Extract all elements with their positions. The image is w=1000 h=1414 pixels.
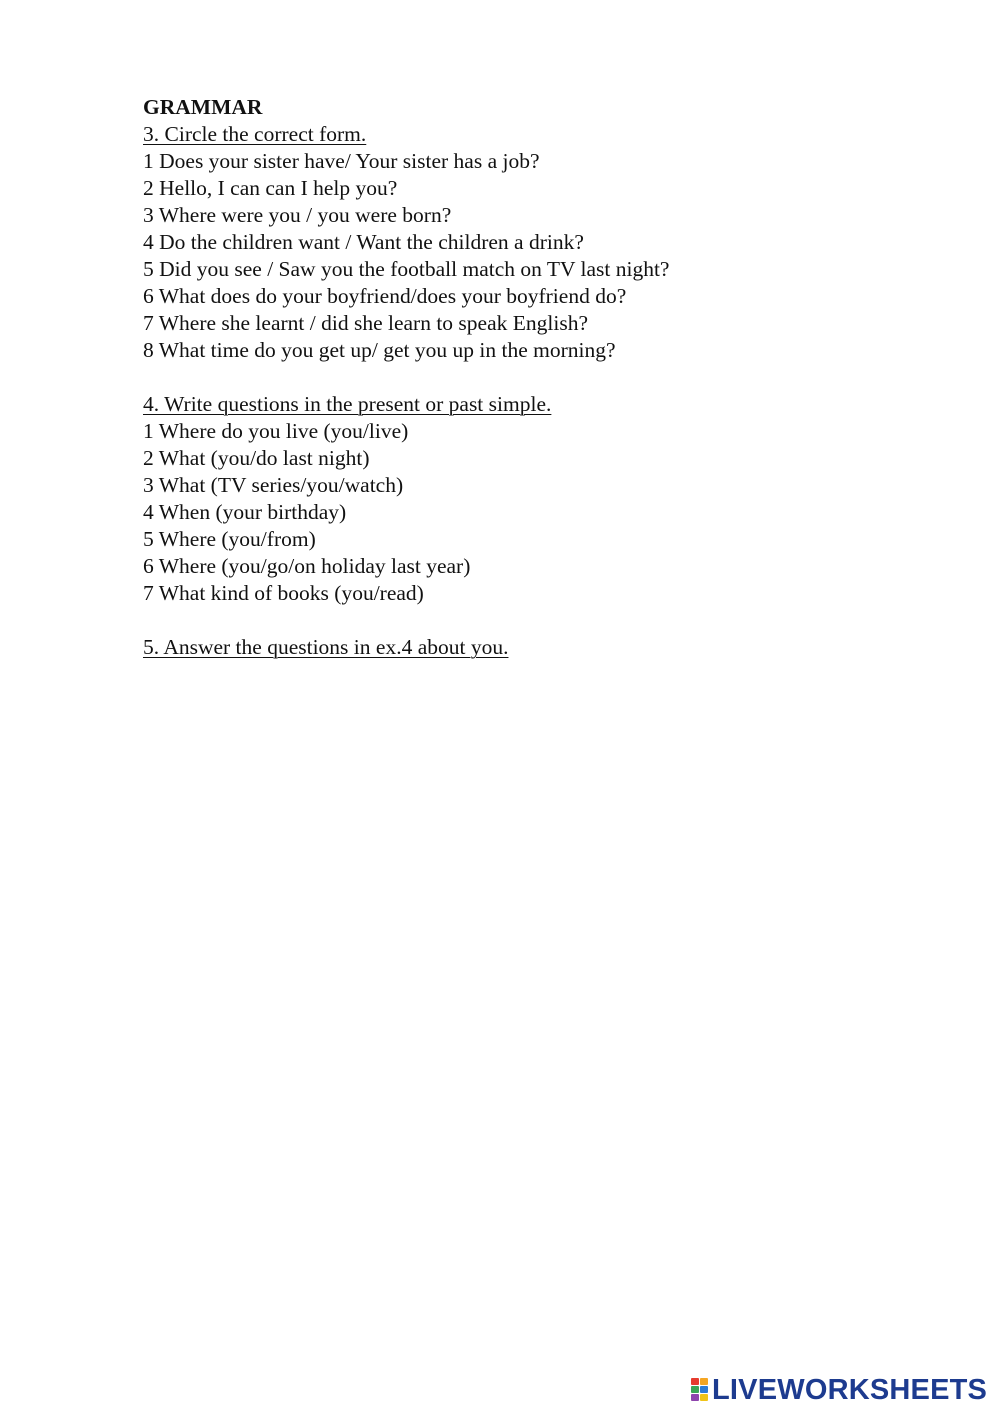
exercise-3-item: 8 What time do you get up/ get you up in the morning? xyxy=(143,338,616,362)
exercise-4-item: 3 What (TV series/you/watch) xyxy=(143,473,404,497)
exercise-3-item: 3 Where were you / you were born? xyxy=(143,203,452,227)
exercise-3-item: 2 Hello, I can can I help you? xyxy=(143,176,398,200)
exercise-4-item: 5 Where (you/from) xyxy=(143,527,316,551)
exercise-3-item: 4 Do the children want / Want the children a drink? xyxy=(143,230,584,254)
exercise-5-title: 5. Answer the questions in ex.4 about you. xyxy=(143,635,509,659)
exercise-4-item: 4 When (your birthday) xyxy=(143,500,347,524)
exercise-4-item: 1 Where do you live (you/live) xyxy=(143,419,409,443)
logo-square xyxy=(691,1394,699,1401)
liveworksheets-wordmark: LIVEWORKSHEETS xyxy=(712,1374,988,1406)
exercise-3-item: 7 Where she learnt / did she learn to speak English? xyxy=(143,311,588,335)
exercise-3-item: 5 Did you see / Saw you the football match on TV last night? xyxy=(143,257,670,281)
section-spacer xyxy=(143,607,923,634)
exercise-4-item: 6 Where (you/go/on holiday last year) xyxy=(143,554,471,578)
worksheet-page xyxy=(143,94,923,661)
liveworksheets-logo xyxy=(691,1375,987,1405)
exercise-4-item: 2 What (you/do last night) xyxy=(143,446,370,470)
exercise-3-item: 1 Does your sister have/ Your sister has a job? xyxy=(143,149,540,173)
logo-square xyxy=(700,1378,708,1385)
exercise-3-item: 6 What does do your boyfriend/does your boyfriend do? xyxy=(143,284,627,308)
logo-square xyxy=(691,1386,699,1393)
exercise-4-title: 4. Write questions in the present or past simple. xyxy=(143,392,552,416)
logo-square xyxy=(691,1378,699,1385)
worksheet-heading: GRAMMAR xyxy=(143,95,263,119)
section-spacer xyxy=(143,364,923,391)
exercise-3-title: 3. Circle the correct form. xyxy=(143,122,367,146)
exercise-4-item: 7 What kind of books (you/read) xyxy=(143,581,424,605)
liveworksheets-logo-icon xyxy=(691,1378,709,1402)
logo-square xyxy=(700,1386,708,1393)
logo-square xyxy=(700,1394,708,1401)
